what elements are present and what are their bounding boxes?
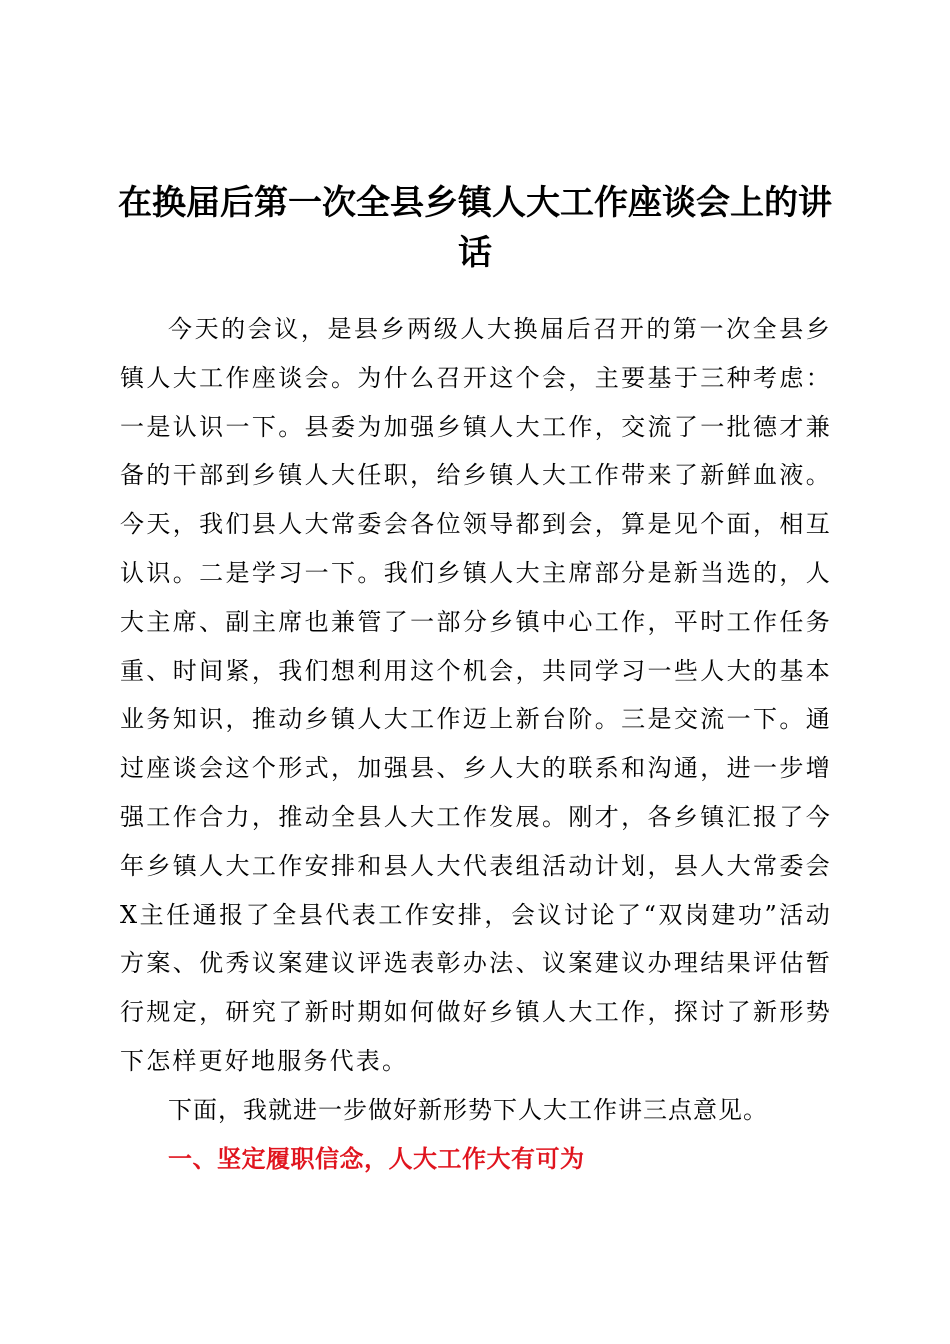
body-paragraph-intro: 今天的会议，是县乡两级人大换届后召开的第一次全县乡镇人大工作座谈会。为什么召开这个会，主要基于三种考虑：一是认识一下。县委为加强乡镇人大工作，交流了一批德才兼备的干部到乡镇人大任职，给乡镇人大工作带来了新鲜血液。今天，我们县人大常委会各位领导都到会，算是见个面，相互认识。二是学习一下。我们乡镇人大主席部分是新当选的，人大主席、副主席也兼管了一部分乡镇中心工作，平时工作任务重、时间紧，我们想利用这个机会，共同学习一些人大的基本业务知识，推动乡镇人大工作迈上新台阶。三是交流一下。通过座谈会这个形式，加强县、乡人大的联系和沟通，进一步增强工作合力，推动全县人大工作发展。刚才，各乡镇汇报了今年乡镇人大工作安排和县人大代表组活动计划，县人大常委会X主任通报了全县代表工作安排，会议讨论了“双岗建功”活动方案、优秀议案建议评选表彰办法、议案建议办理结果评估暂行规定，研究了新时期如何做好乡镇人大工作，探讨了新形势下怎样更好地服务代表。 <box>120 315 832 1075</box>
document-title: 在换届后第一次全县乡镇人大工作座谈会上的讲话 <box>118 183 832 273</box>
body-paragraph-transition: 下面，我就进一步做好新形势下人大工作讲三点意见。 <box>168 1095 768 1124</box>
document-body <box>120 305 832 1183</box>
section-heading-1: 一、坚定履职信念，人大工作大有可为 <box>168 1144 585 1173</box>
